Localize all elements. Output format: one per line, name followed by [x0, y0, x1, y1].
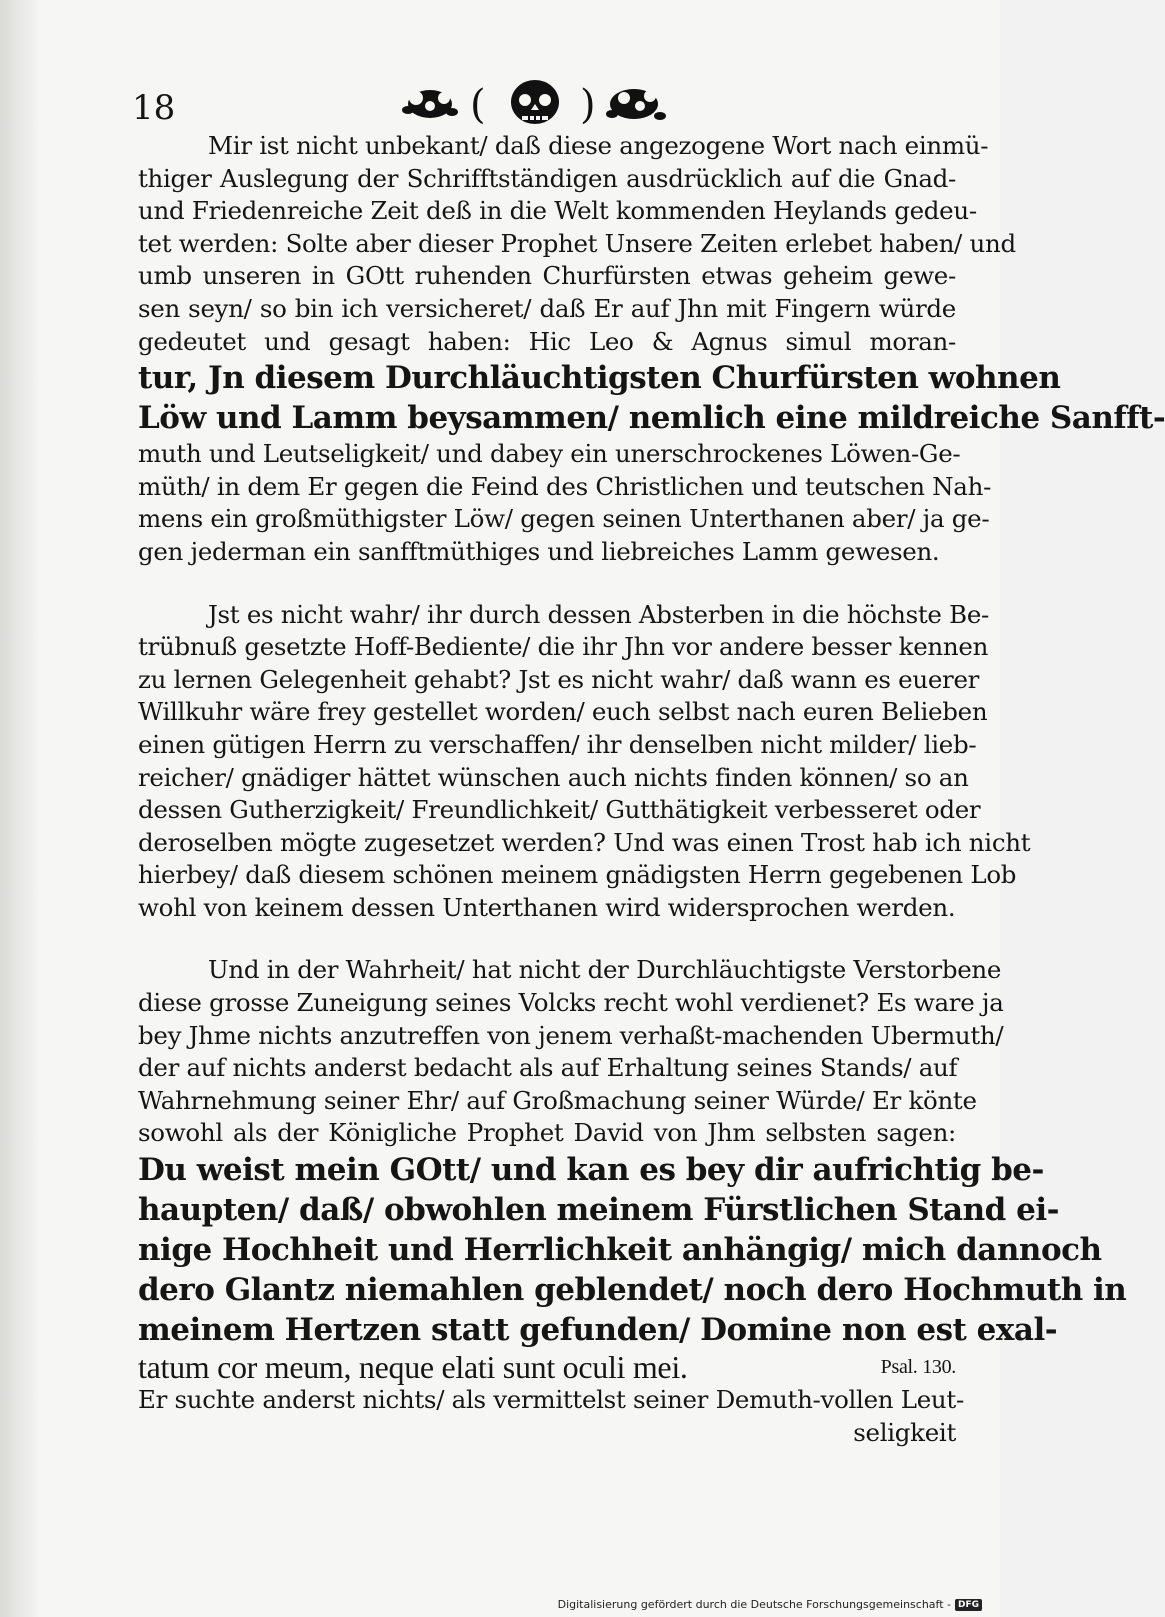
left-paren: (	[470, 82, 486, 128]
latin-quote: tatum cor meum, neque elati sunt oculi mei.	[138, 1349, 688, 1386]
paragraph-2	[138, 599, 1031, 925]
text-line-emphasis: Du weist mein GOtt/ und kan es bey dir aufrichtig be-	[138, 1152, 1044, 1189]
text-line: Jst es nicht wahr/ ihr durch dessen Absterben in die höchste Be-	[208, 599, 989, 629]
right-flower-ornament-icon	[606, 89, 666, 120]
text-line: müth/ in dem Er gegen die Feind des Christlichen und teutschen Nah-	[138, 471, 992, 501]
right-paren: )	[580, 82, 596, 128]
text-line: thiger Auslegung der Schrifftständigen ausdrücklich auf die Gnad-	[138, 163, 956, 193]
text-line: tet werden: Solte aber dieser Prophet Unsere Zeiten erlebet haben/ und	[138, 228, 1016, 258]
latin-quote-line	[138, 1350, 956, 1384]
text-line: Er suchte anderst nichts/ als vermittelst seiner Demuth-vollen Leut-	[138, 1385, 964, 1415]
text-line: deroselben mögte zugesetzet werden? Und was einen Trost hab ich nicht	[138, 827, 1031, 857]
text-line: gen jederman ein sanfftmüthiges und liebreiches Lamm gewesen.	[138, 536, 940, 566]
text-line: diese grosse Zuneigung seines Volcks recht wohl verdienet? Es ware ja	[138, 988, 1004, 1018]
text-line: umb unseren in GOtt ruhenden Churfürsten etwas geheim gewe-	[138, 261, 956, 291]
page-number: 18	[132, 88, 176, 128]
text-line-emphasis: haupten/ daß/ obwohlen meinem Fürstlichen Stand ei-	[138, 1192, 1059, 1229]
text-line-emphasis: nige Hochheit und Herrlichkeit anhängig/ mich dannoch	[138, 1232, 1102, 1269]
text-line: muth und Leutseligkeit/ und dabey ein unerschrockenes Löwen-Ge-	[138, 439, 961, 469]
page-gutter-shadow	[0, 0, 40, 1617]
catchword: seligkeit	[853, 1417, 956, 1447]
text-line: zu lernen Gelegenheit gehabt? Jst es nicht wahr/ daß wann es euerer	[138, 664, 980, 694]
paragraph-gap	[138, 924, 956, 954]
text-line-emphasis: tur, Jn diesem Durchläuchtigsten Churfürsten wohnen	[138, 360, 1061, 397]
paragraph-3	[138, 954, 1127, 1449]
text-line: reicher/ gnädiger hättet wünschen auch nichts finden können/ so an	[138, 762, 969, 792]
text-line: trübnuß gesetzte Hoff-Bediente/ die ihr Jhn vor andere besser kennen	[138, 632, 989, 662]
text-line: mens ein großmüthigster Löw/ gegen seinen Unterthanen aber/ ja ge-	[138, 504, 990, 534]
text-line: Mir ist nicht unbekant/ daß diese angezogene Wort nach einmü-	[208, 131, 989, 160]
scripture-reference: Psal. 130.	[880, 1356, 956, 1379]
body-text	[138, 130, 1165, 1449]
text-line: dessen Gutherzigkeit/ Freundlichkeit/ Gutthätigkeit verbesseret oder	[138, 795, 981, 825]
ornamental-headpiece	[400, 76, 670, 132]
text-line: hierbey/ daß diesem schönen meinem gnädigsten Herrn gegebenen Lob	[138, 860, 1017, 890]
text-line: wohl von keinem dessen Unterthanen wird widersprochen werden.	[138, 892, 956, 922]
credit-text: Digitalisierung gefördert durch die Deutsche Forschungsgemeinschaft -	[557, 1598, 951, 1611]
text-line: Und in der Wahrheit/ hat nicht der Durchläuchtigste Verstorbene	[208, 955, 1002, 985]
paragraph-gap	[138, 569, 956, 599]
digitization-credit	[558, 1598, 982, 1611]
text-line: Willkuhr wäre frey gestellet worden/ euch selbst nach euren Belieben	[138, 697, 988, 727]
text-line: sen seyn/ so bin ich versicheret/ daß Er auf Jhn mit Fingern würde	[138, 293, 956, 323]
text-line: bey Jhme nichts anzutreffen von jenem verhaßt-machenden Ubermuth/	[138, 1020, 1004, 1050]
text-line: einen gütigen Herrn zu verschaffen/ ihr denselben nicht milder/ lieb-	[138, 729, 977, 759]
paragraph-1	[138, 130, 1165, 569]
text-line-emphasis: meinem Hertzen statt gefunden/ Domine non est exal-	[138, 1312, 1058, 1349]
text-line-emphasis: Löw und Lamm beysammen/ nemlich eine mildreiche Sanfft-	[138, 400, 1165, 437]
text-line: Wahrnehmung seiner Ehr/ auf Großmachung seiner Würde/ Er könte	[138, 1085, 977, 1115]
text-line: gedeutet und gesagt haben: Hic Leo & Agnus simul moran-	[138, 326, 956, 356]
left-flower-ornament-icon	[402, 90, 458, 118]
text-line: und Friedenreiche Zeit deß in die Welt kommenden Heylands gedeu-	[138, 196, 977, 226]
text-line-emphasis: dero Glantz niemahlen geblendet/ noch dero Hochmuth in	[138, 1272, 1127, 1309]
text-line: der auf nichts anderst bedacht als auf Erhaltung seines Stands/ auf	[138, 1053, 958, 1083]
skull-icon	[511, 80, 559, 124]
dfg-logo-icon: DFG	[955, 1599, 982, 1611]
text-line: sowohl als der Königliche Prophet David von Jhm selbsten sagen:	[138, 1118, 956, 1148]
